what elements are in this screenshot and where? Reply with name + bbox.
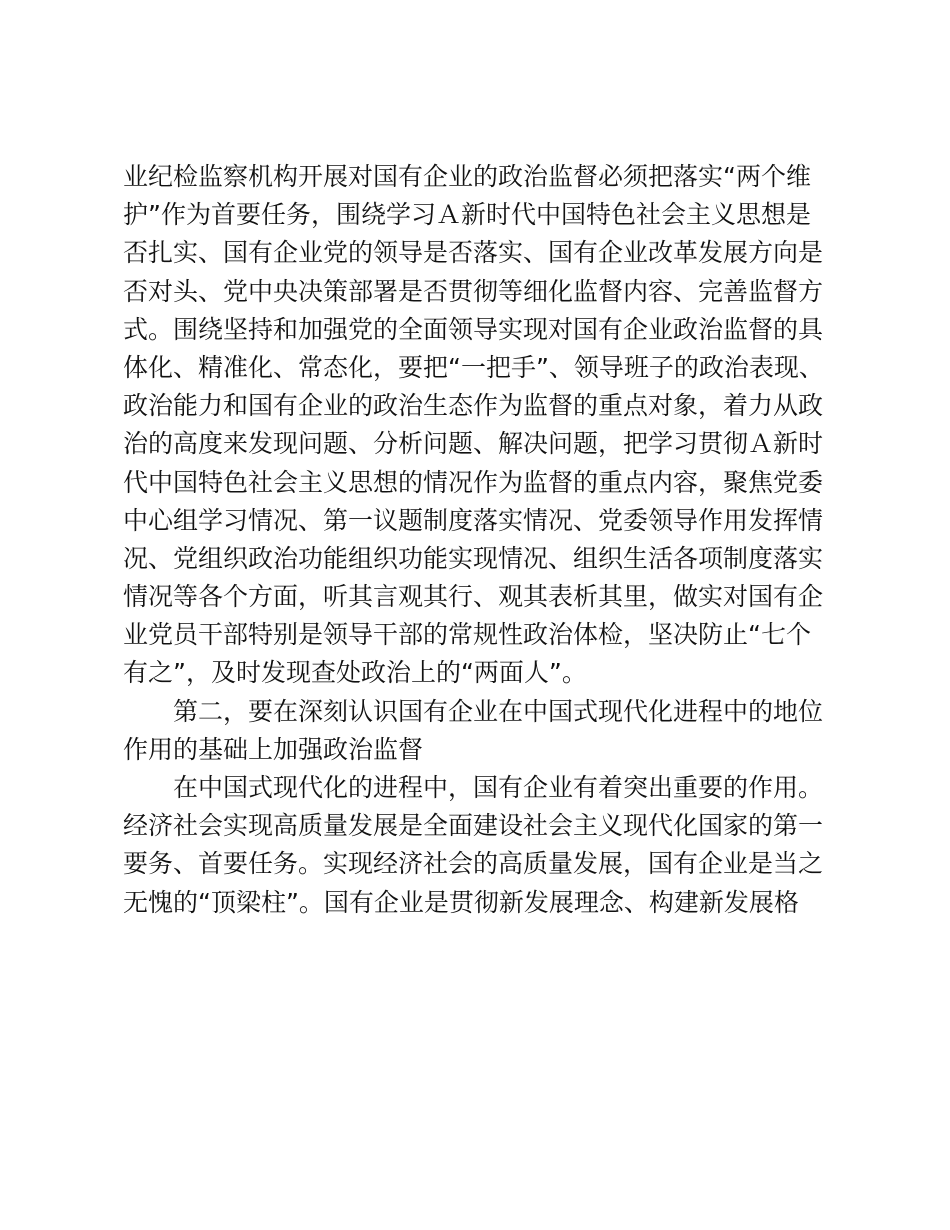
text-line: 经济社会实现高质量发展是全面建设社会主义现代化国家的第一 <box>123 811 824 841</box>
text-line: 要务、首要任务。实现经济社会的高质量发展，国有企业是当之 <box>123 849 824 879</box>
text-line: 无愧的“顶梁柱”。国有企业是贯彻新发展理念、构建新发展格 <box>123 887 799 917</box>
text-line: 有之”，及时发现查处政治上的“两面人”。 <box>123 658 587 688</box>
text-line: 情况等各个方面，听其言观其行、观其表析其里，做实对国有企 <box>123 582 824 612</box>
text-line: 中心组学习情况、第一议题制度落实情况、党委领导作用发挥情 <box>123 505 824 535</box>
section-heading-line: 第二，要在深刻认识国有企业在中国式现代化进程中的地位 <box>173 696 824 726</box>
text-line: 式。围绕坚持和加强党的全面领导实现对国有企业政治监督的具 <box>123 314 824 344</box>
text-line: 治的高度来发现问题、分析问题、解决问题，把学习贯彻Ａ新时 <box>123 429 824 459</box>
text-line: 体化、精准化、常态化，要把“一把手”、领导班子的政治表现、 <box>123 352 824 382</box>
text-line: 否扎实、国有企业党的领导是否落实、国有企业改革发展方向是 <box>123 238 824 268</box>
text-line: 在中国式现代化的进程中，国有企业有着突出重要的作用。 <box>173 773 824 802</box>
text-line: 况、党组织政治功能组织功能实现情况、组织生活各项制度落实 <box>123 543 824 573</box>
text-line: 否对头、党中央决策部署是否贯彻等细化监督内容、完善监督方 <box>123 276 824 306</box>
text-line: 业纪检监察机构开展对国有企业的政治监督必须把落实“两个维 <box>123 162 811 191</box>
text-line: 政治能力和国有企业的政治生态作为监督的重点对象，着力从政 <box>123 391 824 421</box>
section-heading-line: 作用的基础上加强政治监督 <box>123 734 424 764</box>
text-line: 护”作为首要任务，围绕学习Ａ新时代中国特色社会主义思想是 <box>123 200 811 230</box>
text-line: 业党员干部特别是领导干部的常规性政治体检，坚决防止“七个 <box>123 620 811 650</box>
body-text <box>123 158 833 922</box>
text-line: 代中国特色社会主义思想的情况作为监督的重点内容，聚焦党委 <box>123 467 824 497</box>
